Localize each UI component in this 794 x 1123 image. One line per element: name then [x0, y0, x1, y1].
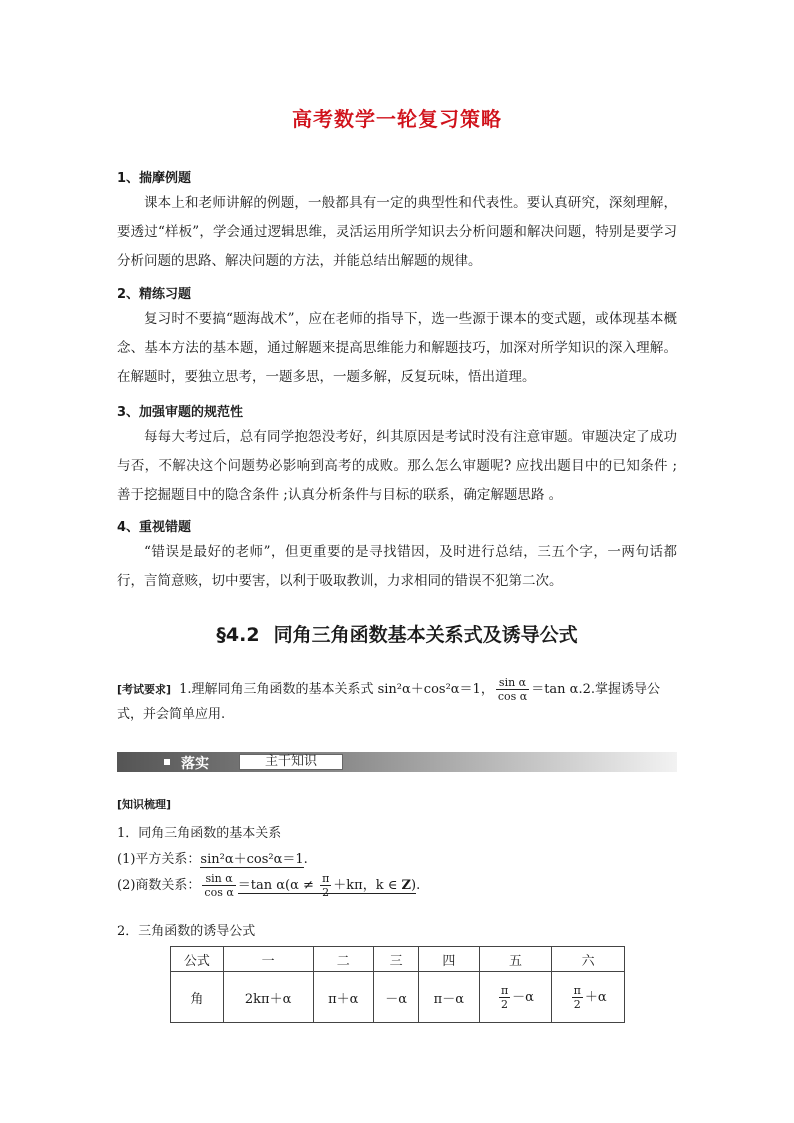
- quotient-cond-fraction: [320, 872, 331, 899]
- knowledge-heading: [知识梳理]: [117, 798, 172, 811]
- table-row-label: 角: [171, 972, 224, 1023]
- quotient-frac-top: sin α: [202, 872, 235, 886]
- chapter-heading: [0, 620, 794, 647]
- section-body-2: 复习时不要搞“题海战术”，应在老师的指导下，选一些源于课本的变式题，或体现基本概念、基本方法的基本题，通过解题来提高思维能力和解题技巧，加深对所学知识的深入理解。在解题时，要独立思考，一题多思，一题多解，反复玩味，悟出道理。: [117, 311, 677, 385]
- cell6-frac-top: π: [573, 983, 581, 997]
- knowledge-item-2: 2．三角函数的诱导公式: [117, 924, 256, 939]
- section-body-1: 课本上和老师讲解的例题，一般都具有一定的典型性和代表性。要认真研究，深刻理解，要透过“样板”，学会通过逻辑思维，灵活运用所学知识去分析问题和解决问题，特别是要学习分析问题的思路、解决问题的方法，并能总结出解题的规律。: [117, 195, 677, 269]
- table-header-row: [171, 947, 625, 972]
- banner-label-primary: 落实: [181, 756, 209, 772]
- banner-label-secondary: 主干知识: [239, 754, 343, 770]
- requirement-frac-top: sin α: [496, 676, 529, 690]
- section-heading-3: 3、加强审题的规范性: [117, 405, 244, 420]
- table-cell: 2kπ＋α: [223, 972, 313, 1023]
- quotient-cond-b: ＋kπ，k ∈: [333, 878, 402, 893]
- section-body-3: 每每大考过后，总有同学抱怨没考好，纠其原因是考试时没有注意审题。审题决定了成功与否，不解决这个问题势必影响到高考的成败。那么怎么审题呢? 应找出题目中的已知条件 ;善于挖掘题目中的隐含条件 ;认真分析条件与目标的联系，确定解题思路 。: [117, 429, 677, 503]
- section-banner: [117, 752, 677, 772]
- quotient-eq: ＝tan α: [237, 878, 286, 893]
- table-header-cell: 公式: [171, 947, 224, 972]
- requirement-text-2: ＝tan α.2.掌握诱导公式，并会简单应用.: [117, 682, 660, 722]
- table-header-cell: 六: [552, 947, 625, 972]
- quotient-cond-a: α ≠: [290, 878, 319, 893]
- knowledge-item-1: 1．同角三角函数的基本关系: [117, 826, 282, 841]
- cell5-frac-bottom: 2: [501, 997, 509, 1011]
- cell5-frac-top: π: [500, 983, 509, 997]
- table-cell: [479, 972, 552, 1023]
- quotient-fraction: [202, 872, 235, 899]
- section-heading-2: 2、精练习题: [117, 287, 192, 302]
- cell6-rest: ＋α: [584, 989, 607, 1005]
- table-header-cell: 二: [313, 947, 374, 972]
- cell6-frac-bottom: 2: [573, 997, 581, 1011]
- quotient-cond-frac-bottom: 2: [322, 886, 330, 899]
- table-header-cell: 一: [223, 947, 313, 972]
- section-body-4: “错误是最好的老师”，但更重要的是寻找错因，及时进行总结，三五个字，一两句话都行，言简意赅，切中要害，以利于吸取教训，力求相同的错误不犯第二次。: [117, 544, 677, 589]
- table-header-cell: 五: [479, 947, 552, 972]
- table-cell: －α: [374, 972, 419, 1023]
- quotient-condition: (α ≠ $\frac{\pi}{2}$ ＋kπ，k ∈ Z): [285, 872, 417, 899]
- table-cell: π＋α: [313, 972, 374, 1023]
- square-relation: [117, 848, 308, 867]
- square-end: .: [303, 852, 308, 867]
- table-header-cell: 四: [419, 947, 480, 972]
- section-heading-1: 1、揣摩例题: [117, 171, 192, 186]
- square-prefix: (1)平方关系：: [117, 852, 201, 867]
- quotient-relation: (2)商数关系： $\frac{\text{sin α}}{\text{cos α}}$ ＝tan α(α ≠ $\frac{\pi}{2}$ ＋kπ，k ∈ Z).: [117, 872, 421, 899]
- chapter-number: §4.2: [216, 624, 260, 646]
- table-row: [171, 972, 625, 1023]
- cell5-fraction: [499, 984, 510, 1011]
- quotient-cond-frac-top: π: [322, 872, 330, 885]
- induction-formula-table: [170, 946, 625, 1023]
- table-cell: [552, 972, 625, 1023]
- page-title: 高考数学一轮复习策略: [292, 107, 502, 131]
- banner-bullet-icon: [164, 759, 170, 765]
- chapter-title: 同角三角函数基本关系式及诱导公式: [273, 624, 578, 646]
- cell5-rest: －α: [512, 989, 534, 1005]
- section-heading-4: 4、重视错题: [117, 520, 192, 535]
- cell6-fraction: [572, 984, 583, 1011]
- quotient-prefix: (2)商数关系：: [117, 878, 201, 893]
- table-header-cell: 三: [374, 947, 419, 972]
- requirement-text-1: 1.理解同角三角函数的基本关系式 sin²α＋cos²α＝1，: [179, 682, 494, 697]
- quotient-cond-z: Z: [401, 878, 411, 893]
- square-formula: sin²α＋cos²α＝1: [200, 852, 304, 867]
- exam-requirement: [117, 676, 679, 722]
- requirement-tag: [考试要求]: [117, 683, 172, 696]
- table-cell: π－α: [419, 972, 480, 1023]
- requirement-frac-bottom: cos α: [497, 690, 528, 703]
- requirement-fraction: [496, 676, 529, 703]
- quotient-frac-bottom: cos α: [204, 886, 234, 899]
